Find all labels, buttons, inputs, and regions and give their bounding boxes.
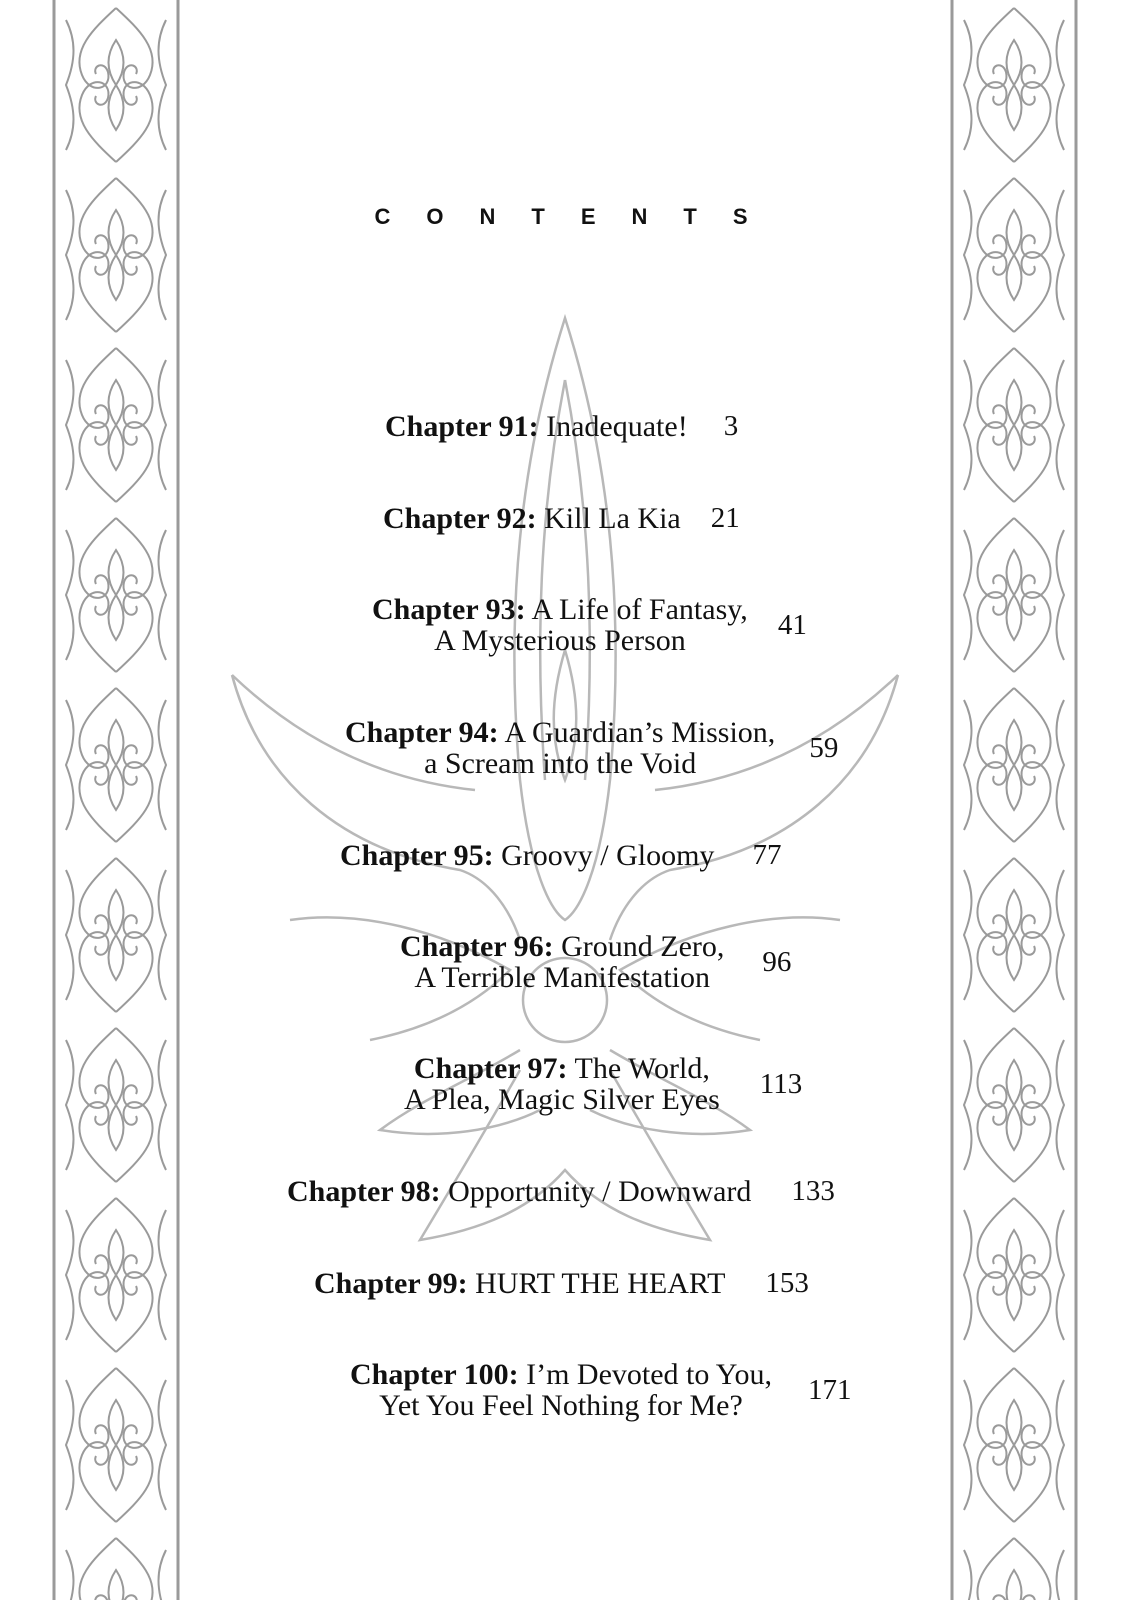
page-number: 41 (777, 608, 807, 641)
page-number: 113 (759, 1067, 803, 1100)
toc-entry-93 (372, 594, 807, 656)
chapter-title (385, 411, 688, 442)
chapter-title (350, 1359, 772, 1421)
toc-entry-95 (340, 839, 781, 872)
ornamental-border-right (950, 0, 1078, 1600)
toc-entry-92 (383, 502, 740, 535)
chapter-name-line-1: Ground Zero, (561, 930, 725, 963)
page-number: 77 (752, 839, 782, 871)
chapter-label: Chapter 100: (350, 1358, 519, 1391)
emblem-background (220, 310, 910, 1270)
chapter-label: Chapter 93: (372, 593, 526, 626)
page-number: 59 (809, 731, 839, 764)
chapter-label: Chapter 96: (400, 930, 554, 963)
chapter-label: Chapter 99: (314, 1267, 468, 1300)
chapter-label: Chapter 92: (383, 502, 537, 535)
chapter-title (287, 1176, 751, 1207)
page-number: 171 (807, 1373, 852, 1406)
page-number: 153 (765, 1267, 809, 1299)
chapter-label: Chapter 97: (413, 1052, 568, 1085)
chapter-name: Inadequate! (546, 410, 688, 443)
page-number: 96 (762, 945, 792, 978)
chapter-name-line-1: A Guardian’s Mission, (504, 716, 776, 749)
chapter-name-line-1: I’m Devoted to You, (526, 1358, 772, 1391)
chapter-name-line-1: The World, (574, 1052, 710, 1085)
chapter-name-line-2: Yet You Feel Nothing for Me? (379, 1389, 743, 1422)
chapter-label: Chapter 98: (287, 1175, 441, 1208)
chapter-name-line-2: a Scream into the Void (424, 747, 697, 780)
page-number: 3 (723, 410, 739, 442)
ornamental-border-left (52, 0, 180, 1600)
chapter-title (345, 717, 775, 779)
chapter-title (383, 503, 681, 534)
chapter-name: Opportunity / Downward (448, 1175, 752, 1208)
toc-entry-98 (287, 1175, 835, 1208)
toc-entry-99 (314, 1267, 809, 1300)
chapter-title (340, 840, 714, 871)
page-number: 21 (710, 502, 740, 534)
chapter-title (400, 931, 724, 993)
chapter-title (372, 594, 748, 656)
chapter-name: Kill La Kia (544, 502, 681, 535)
toc-entry-96 (400, 931, 791, 993)
chapter-name: HURT THE HEART (475, 1267, 726, 1300)
contents-title: CONTENTS (374, 204, 784, 229)
chapter-label: Chapter 91: (385, 410, 539, 443)
chapter-name-line-2: A Terrible Manifestation (414, 961, 710, 994)
toc-entry-97 (404, 1053, 802, 1115)
toc-entry-100 (350, 1359, 851, 1421)
chapter-name: Groovy / Gloomy (501, 839, 715, 872)
chapter-name-line-1: A Life of Fantasy, (531, 593, 748, 626)
chapter-label: Chapter 95: (340, 839, 494, 872)
chapter-title (314, 1268, 725, 1299)
toc-entry-94 (345, 717, 838, 779)
toc-entry-91 (385, 410, 738, 443)
chapter-name-line-2: A Mysterious Person (434, 624, 686, 657)
chapter-label: Chapter 94: (345, 716, 499, 749)
chapter-title (404, 1053, 720, 1115)
page-number: 133 (791, 1175, 835, 1207)
chapter-name-line-2: A Plea, Magic Silver Eyes (404, 1083, 720, 1116)
